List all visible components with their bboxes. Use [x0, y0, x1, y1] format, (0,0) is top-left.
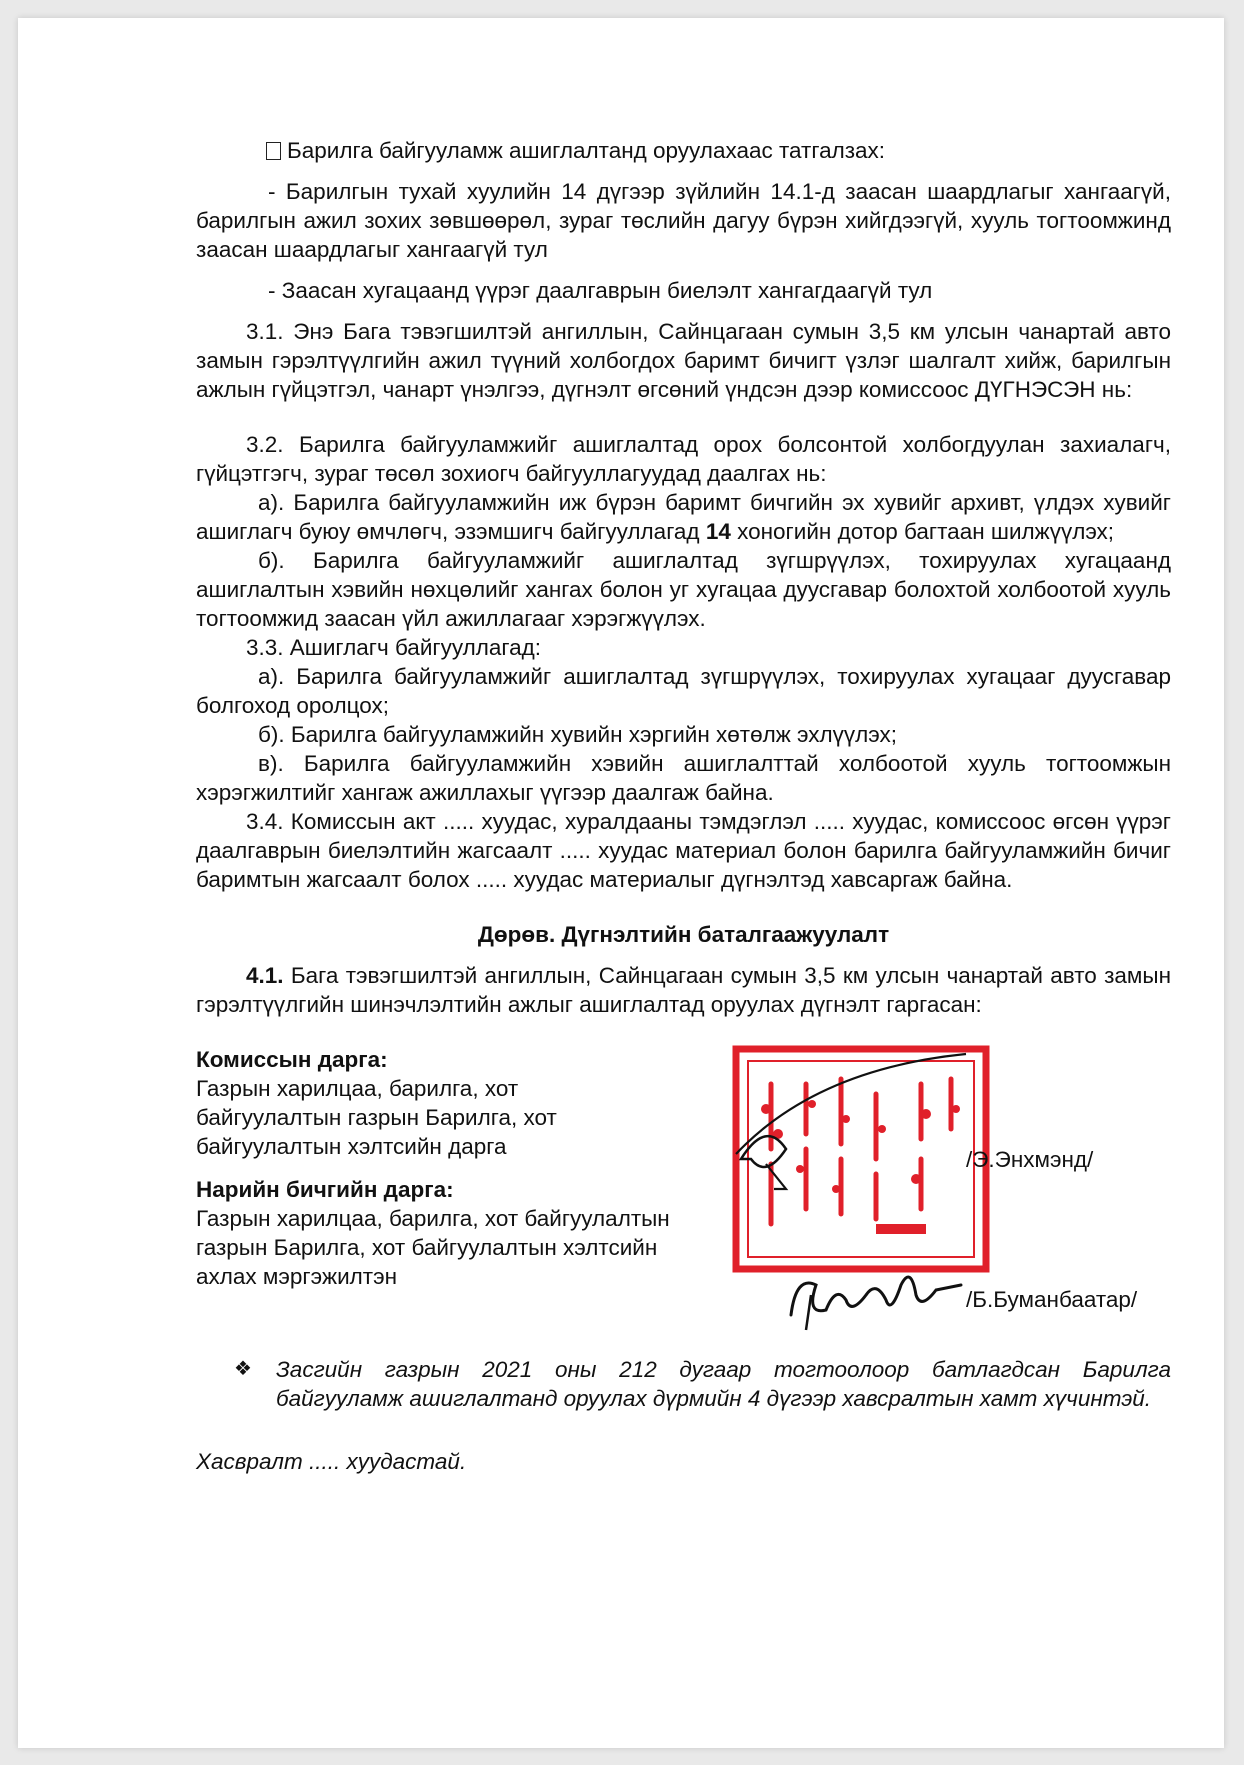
- chair-position-line-1: Газрын харилцаа, барилга, хот: [196, 1076, 519, 1101]
- paragraph-3-3-a: а). Барилга байгууламжийг ашиглалтад зүгшрүүлэх, тохируулах хугацааг дуусгавар болгоход оролцох;: [196, 664, 1171, 718]
- chair-name: /Э.Энхмэнд/: [966, 1147, 1094, 1172]
- secretary-position-line-1: Газрын харилцаа, барилга, хот байгуулалтын: [196, 1206, 670, 1231]
- secretary-position-line-3: ахлах мэргэжилтэн: [196, 1264, 398, 1289]
- refuse-heading: [196, 136, 1171, 165]
- paragraph-3-2-a-tail: хоногийн дотор багтаан шилжүүлэх;: [730, 519, 1115, 544]
- secretary-title: Нарийн бичгийн дарга:: [196, 1177, 454, 1202]
- document-body: [196, 136, 1171, 1476]
- paragraph-4-1-text: Бага тэвэгшилтэй ангиллын, Сайнцагаан сумын 3,5 км улсын чанартай авто замын гэрэлтүүлгийн шинэчлэлтийн ажлыг ашиглалтад оруулах дүгнэлт гаргасан:: [196, 963, 1171, 1017]
- attachment-line: Хасвралт ..... хуудастай.: [196, 1449, 467, 1474]
- validity-note: [196, 1355, 1171, 1413]
- chair-position-line-3: байгуулалтын хэлтсийн дарга: [196, 1134, 507, 1159]
- days-count: 14: [705, 519, 731, 544]
- section-4-heading: Дөрөв. Дүгнэлтийн баталгаажуулалт: [477, 922, 890, 947]
- paragraph-3-1: 3.1. Энэ Бага тэвэгшилтэй ангиллын, Сайнцагаан сумын 3,5 км улсын чанартай авто замын гэрэлтүүлгийн ажил түүний холбогдох баримт бичигт үзлэг шалгалт хийж, барилгын ажлын гүйцэтгэл, чанарт үнэлгээ, дүгнэлт өгсөний үндсэн дээр комиссоос ДҮГНЭСЭН нь:: [196, 319, 1171, 402]
- secretary-position-line-2: газрын Барилга, хот байгуулалтын хэлтсийн: [196, 1235, 658, 1260]
- checkbox-icon: [266, 142, 281, 160]
- validity-note-text: Засгийн газрын 2021 оны 212 дугаар тогтоолоор батлагдсан Барилга байгууламж ашиглалтанд оруулах дүрмийн 4 дүгээр хавсралтын хамт хүчинтэй.: [276, 1357, 1171, 1411]
- chair-info: [196, 1045, 756, 1161]
- secretary-info: [196, 1175, 756, 1291]
- paragraph-3-3-c: в). Барилга байгууламжийн хэвийн ашиглалттай холбоотой хууль тогтоомжын хэрэгжилтийг хангаж ажиллахыг үүгээр даалгаж байна.: [196, 751, 1171, 805]
- bullet-icon: ❖: [234, 1358, 252, 1380]
- chair-title: Комиссын дарга:: [196, 1047, 388, 1072]
- paragraph-3-2: 3.2. Барилга байгууламжийг ашиглалтад орох болсонтой холбогдуулан захиалагч, гүйцэтгэгч, зураг төсөл зохиогч байгууллагуудад даалгах нь:: [196, 432, 1171, 486]
- official-stamp: [726, 1039, 996, 1279]
- document-page: [18, 18, 1224, 1748]
- paragraph-3-3-b: б). Барилга байгууламжийн хувийн хэргийн хөтөлж эхлүүлэх;: [258, 722, 897, 747]
- secretary-name: /Б.Буманбаатар/: [966, 1287, 1138, 1312]
- paragraph-3-2-a: [196, 488, 1171, 546]
- refuse-item-2: - Заасан хугацаанд үүрэг даалгаврын биелэлт хангагдаагүй тул: [268, 278, 933, 303]
- paragraph-3-3: 3.3. Ашиглагч байгууллагад:: [246, 635, 541, 660]
- paragraph-4-1-number: 4.1.: [246, 963, 284, 988]
- chair-position-line-2: байгуулалтын газрын Барилга, хот: [196, 1105, 557, 1130]
- signature-block: [196, 1045, 1171, 1315]
- paragraph-3-2-b: б). Барилга байгууламжийг ашиглалтад зүгшрүүлэх, тохируулах хугацаанд ашиглалтын хэвийн нөхцөлийг хангах болон уг хугацаа дуусгавар болохтой холбоотой хууль тогтоомжид заасан үйл ажиллагааг хэрэгжүүлэх.: [196, 548, 1171, 631]
- paragraph-3-2-a-text: а). Барилга байгууламжийн иж бүрэн баримт бичгийн эх хувийг архивт, үлдэх хувийг ашиглагч буюу өмчлөгч, эзэмшигч байгууллагад: [196, 490, 1171, 544]
- paragraph-4-1: [196, 961, 1171, 1019]
- paragraph-3-4: 3.4. Комиссын акт ..... хуудас, хуралдааны тэмдэглэл ..... хуудас, комиссоос өгсөн үүрэг даалгаврын биелэлтийн жагсаалт ..... хуудас материал болон барилга байгууламжийн бичиг баримтын жагсаалт болох ..... хуудас материалыг дүгнэлтэд хавсаргаж байна.: [196, 809, 1171, 892]
- refuse-heading-text: Барилга байгууламж ашиглалтанд оруулахаас татгалзах:: [287, 138, 886, 163]
- refuse-item-1: - Барилгын тухай хуулийн 14 дүгээр зүйлийн 14.1-д заасан шаардлагыг хангаагүй, барилгын ажил зохих зөвшөөрөл, зураг төслийн дагуу бүрэн хийгдээгүй, хууль тогтоомжинд заасан шаардлагыг хангаагүй тул: [196, 179, 1171, 262]
- secretary-signature: [776, 1255, 966, 1335]
